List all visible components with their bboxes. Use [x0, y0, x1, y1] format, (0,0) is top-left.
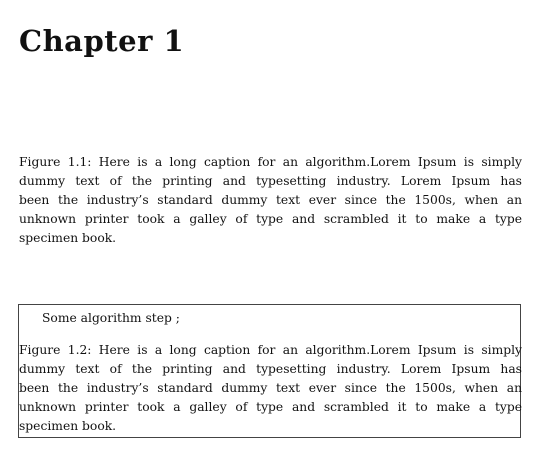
caption-line: dummy text of the printing and typesetting industry. Lorem Ipsum has	[19, 362, 522, 376]
caption-line: specimen book.	[19, 231, 117, 245]
caption-line: been the industry’s standard dummy text ever since the 1500s, when an	[19, 381, 522, 395]
caption-line: dummy text of the printing and typesetting industry. Lorem Ipsum has	[19, 174, 522, 188]
algorithm-box	[18, 304, 521, 438]
algorithm-step: Some algorithm step ;	[42, 311, 180, 325]
figure-2-caption	[19, 341, 522, 436]
caption-line: unknown printer took a galley of type and scrambled it to make a type	[19, 400, 522, 414]
figure-1-caption	[19, 153, 522, 248]
caption-line: Figure 1.2: Here is a long caption for an algorithm.Lorem Ipsum is simply	[19, 343, 522, 357]
caption-line: been the industry’s standard dummy text ever since the 1500s, when an	[19, 193, 522, 207]
caption-line: Figure 1.1: Here is a long caption for an algorithm.Lorem Ipsum is simply	[19, 155, 522, 169]
caption-line: specimen book.	[19, 419, 117, 433]
caption-line: unknown printer took a galley of type and scrambled it to make a type	[19, 212, 522, 226]
chapter-title: Chapter 1	[19, 24, 185, 58]
